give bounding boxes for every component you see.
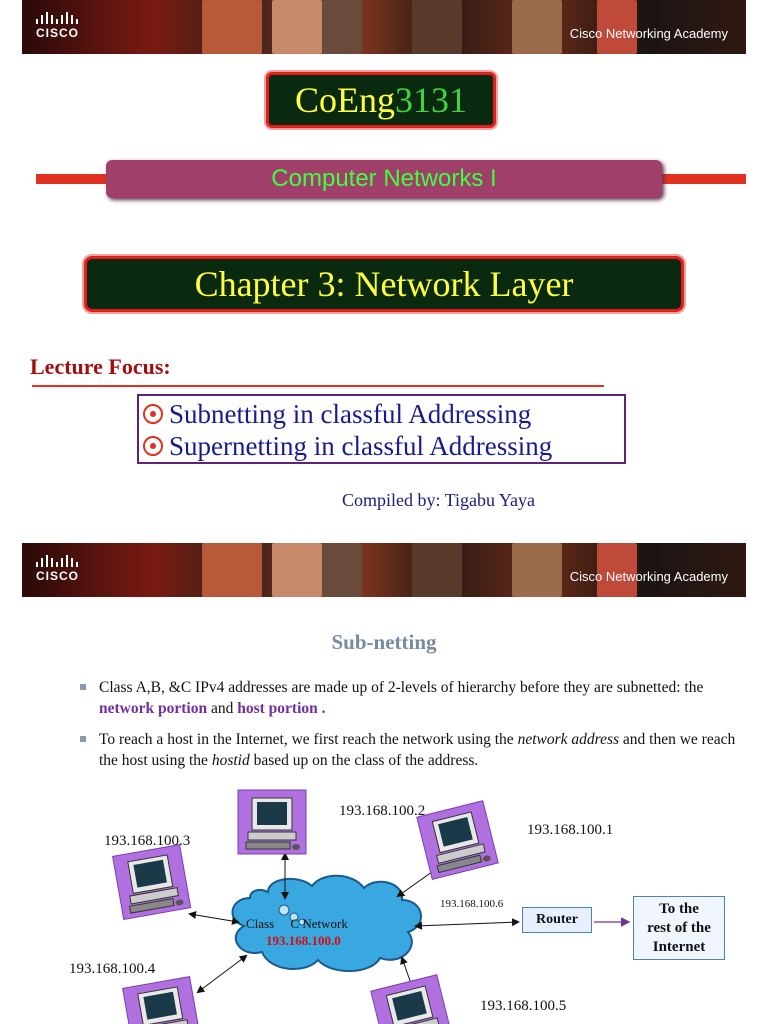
focus-list: [137, 394, 626, 464]
network-address-term: network address: [517, 731, 620, 748]
bullet-text: based up on the class of the address.: [253, 752, 479, 769]
cisco-logo: [36, 555, 79, 583]
host-ip-label: 193.168.100.3: [104, 833, 191, 849]
square-bullet-icon: [80, 736, 86, 742]
academy-label: Cisco Networking Academy: [569, 26, 728, 41]
internet-line: To the: [659, 901, 699, 917]
cisco-wordmark: CISCO: [36, 26, 80, 40]
course-code-letters: CoEng: [294, 80, 395, 120]
internet-box: [633, 896, 725, 960]
course-name: Computer Networks I: [106, 160, 662, 198]
compiled-by: Compiled by: Tigabu Yaya: [342, 490, 536, 510]
computer-icon: [238, 790, 306, 854]
focus-rule: [32, 385, 604, 387]
chapter-title: Chapter 3: Network Layer: [84, 256, 684, 312]
hostid-term: hostid: [211, 752, 250, 769]
focus-item-text: Supernetting in classful Addressing: [169, 431, 553, 461]
network-label-type: C Network: [290, 916, 348, 931]
cisco-banner: [22, 0, 746, 54]
computer-icon: [113, 845, 191, 920]
academy-label: Cisco Networking Academy: [569, 569, 728, 584]
computer-icon: [123, 977, 201, 1024]
computer-icon: [371, 975, 452, 1024]
router-link-ip-label: 193.168.100.6: [440, 898, 504, 910]
computer-icon: [417, 801, 498, 880]
network-portion-term: network portion: [99, 700, 208, 717]
square-bullet-icon: [80, 684, 86, 690]
focus-item: [143, 430, 620, 462]
course-code-box: [266, 72, 496, 128]
bullet-text: and: [210, 700, 234, 717]
network-address-label: 193.168.100.0: [266, 933, 341, 948]
bullet-paragraph: [82, 729, 742, 771]
bullet-text: To reach a host in the Internet, we first reach the network using the: [99, 731, 514, 748]
target-bullet-icon: [143, 404, 163, 424]
host-ip-label: 193.168.100.1: [527, 822, 614, 838]
bullet-paragraph: [82, 677, 742, 719]
cisco-bars-icon: [36, 12, 79, 24]
cisco-bars-icon: [36, 555, 79, 567]
host-portion-term: host portion .: [237, 700, 326, 717]
slide-title: Sub-netting: [331, 630, 437, 654]
cisco-logo: [36, 12, 79, 40]
internet-line: rest of the: [647, 920, 711, 936]
cisco-wordmark: CISCO: [36, 569, 80, 583]
target-bullet-icon: [143, 436, 163, 456]
focus-item-text: Subnetting in classful Addressing: [169, 399, 532, 429]
host-ip-label: 193.168.100.2: [339, 803, 426, 819]
cisco-banner: [22, 543, 746, 597]
bullet-text: and then we reach the host using the: [99, 731, 736, 769]
network-label-class: Class: [246, 916, 275, 931]
course-code-number: 3131: [395, 80, 467, 120]
bullet-text: Class A,B, &C IPv4 addresses are made up of 2-levels of hierarchy before they are subnetted: the: [99, 679, 704, 696]
internet-line: Internet: [652, 939, 706, 955]
host-ip-label: 193.168.100.5: [480, 998, 567, 1014]
router-box: Router: [522, 907, 592, 933]
focus-item: [143, 398, 620, 430]
focus-label: Lecture Focus:: [30, 354, 171, 379]
host-ip-label: 193.168.100.4: [69, 961, 156, 977]
network-label: [246, 916, 348, 932]
